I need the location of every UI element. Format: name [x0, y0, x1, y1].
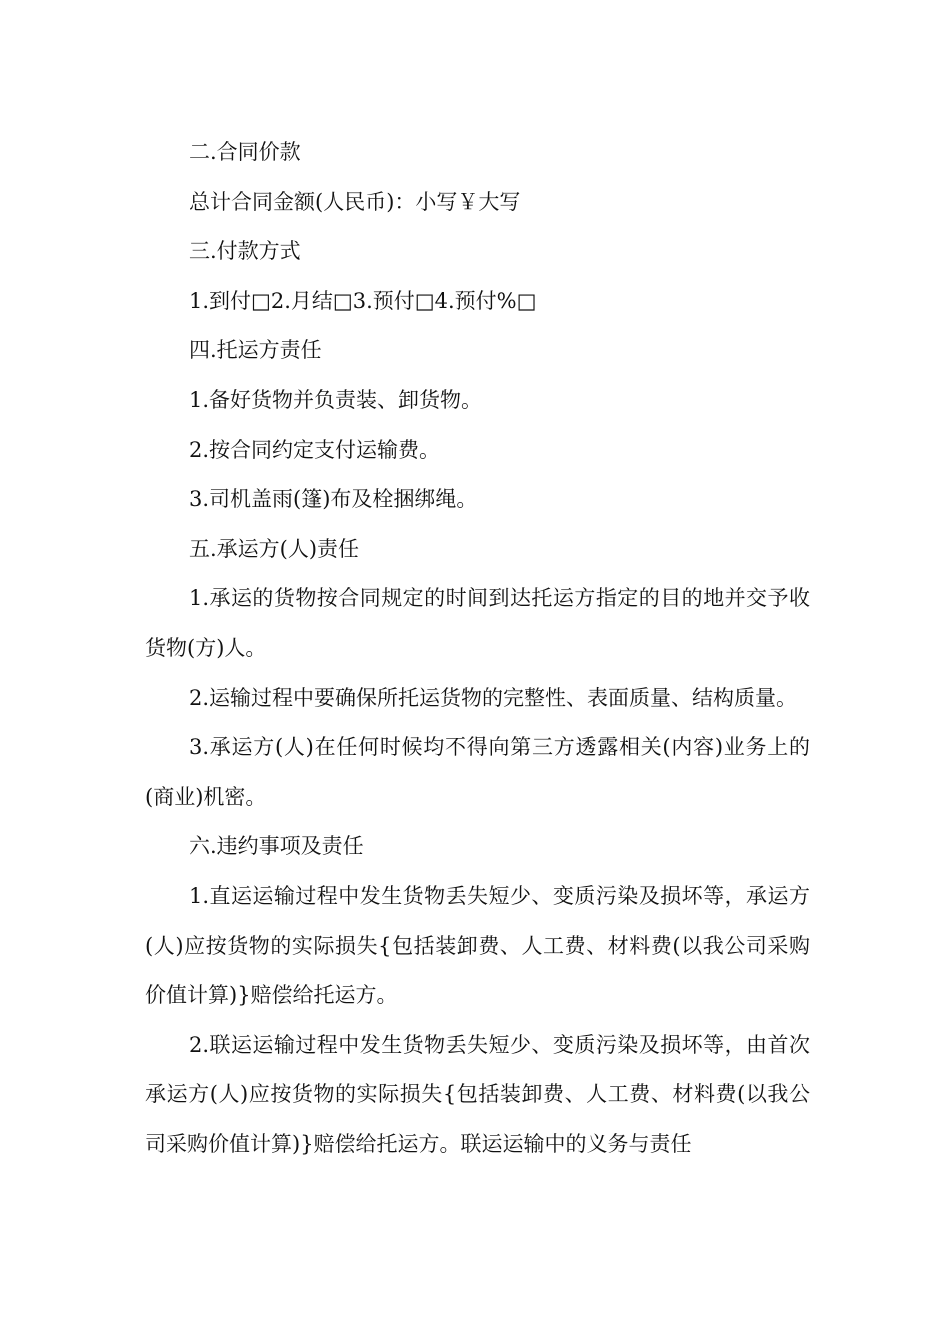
breach-clause-1: 1.直运运输过程中发生货物丢失短少、变质污染及损坏等，承运方(人)应按货物的实际损失{包括装卸费、人工费、材料费(以我公司采购价值计算)}赔偿给托运方。 — [145, 883, 810, 1008]
section-heading-breach-liability: 六.违约事项及责任 — [189, 834, 364, 859]
carrier-clause-2: 2.运输过程中要确保所托运货物的完整性、表面质量、结构质量。 — [189, 685, 798, 710]
shipper-clause-1: 1.备好货物并负责装、卸货物。 — [189, 387, 483, 412]
shipper-clause-3: 3.司机盖雨(篷)布及栓捆绑绳。 — [189, 487, 478, 512]
section-heading-contract-price: 二.合同价款 — [189, 140, 301, 164]
carrier-clause-1: 1.承运的货物按合同规定的时间到达托运方指定的目的地并交予收货物(方)人。 — [145, 586, 810, 660]
payment-options-line: 1.到付□2.月结□3.预付□4.预付%□ — [189, 288, 537, 313]
document-body — [145, 128, 810, 1169]
carrier-clause-3: 3.承运方(人)在任何时候均不得向第三方透露相关(内容)业务上的(商业)机密。 — [145, 735, 810, 809]
contract-amount-line: 总计合同金额(人民币)：小写￥大写 — [189, 189, 521, 214]
section-heading-shipper-responsibility: 四.托运方责任 — [189, 338, 322, 363]
section-heading-carrier-responsibility: 五.承运方(人)责任 — [189, 536, 360, 561]
shipper-clause-2: 2.按合同约定支付运输费。 — [189, 437, 441, 462]
section-heading-payment-method: 三.付款方式 — [189, 239, 301, 264]
breach-clause-2: 2.联运运输过程中发生货物丢失短少、变质污染及损坏等，由首次承运方(人)应按货物的实际损失{包括装卸费、人工费、材料费(以我公司采购价值计算)}赔偿给托运方。联运运输中的义务与责任 — [145, 1032, 810, 1156]
